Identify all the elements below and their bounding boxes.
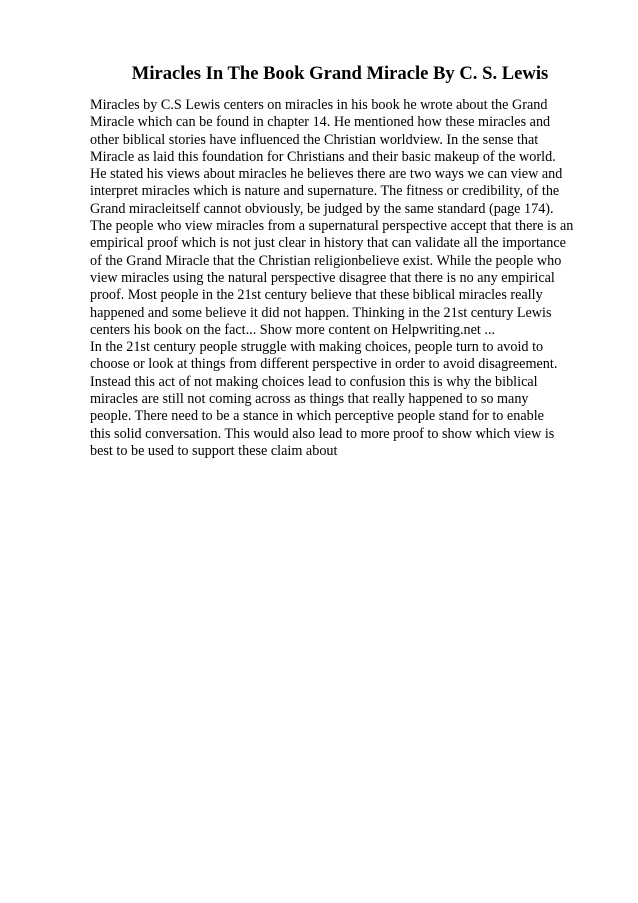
- text-line: Miracles by C.S Lewis centers on miracles in his book he wrote about the Grand: [90, 97, 548, 113]
- text-line: Miracle which can be found in chapter 14. He mentioned how these miracles and: [90, 114, 551, 131]
- paragraph-2: [90, 339, 610, 460]
- text-line: proof. Most people in the 21st century believe that these biblical miracles really: [90, 287, 543, 304]
- text-line: empirical proof which is not just clear in history that can validate all the importance: [90, 235, 566, 252]
- text-line: best to be used to support these claim about: [90, 442, 338, 459]
- document-body: [90, 97, 610, 460]
- text-line: interpret miracles which is nature and supernature. The fitness or credibility, of the: [90, 183, 560, 200]
- text-line: of the Grand Miracle that the Christian religionbelieve exist. While the people who: [90, 252, 562, 269]
- text-line: The people who view miracles from a supernatural perspective accept that there is an: [90, 218, 574, 235]
- text-line: Grand miracleitself cannot obviously, be judged by the same standard (page 174).: [90, 200, 554, 217]
- text-line: centers his book on the fact... Show more content on Helpwriting.net ...: [90, 321, 496, 338]
- document-title: Miracles In The Book Grand Miracle By C. S. Lewis: [131, 63, 549, 84]
- text-line: happened and some believe it did not happen. Thinking in the 21st century Lewis: [90, 304, 552, 321]
- text-line: miracles are still not coming across as things that really happened to so many: [90, 391, 529, 408]
- text-line: this solid conversation. This would also lead to more proof to show which view is: [90, 425, 555, 442]
- text-line: He stated his views about miracles he believes there are two ways we can view and: [90, 166, 563, 183]
- text-line: choose or look at things from different perspective in order to avoid disagreement.: [90, 356, 558, 373]
- text-line: other biblical stories have influenced the Christian worldview. In the sense that: [90, 131, 539, 148]
- text-line: Miracle as laid this foundation for Christians and their basic makeup of the world.: [90, 148, 556, 165]
- text-line: Instead this act of not making choices lead to confusion this is why the biblical: [90, 373, 538, 390]
- text-line: view miracles using the natural perspective disagree that there is no any empirical: [90, 269, 555, 286]
- paragraph-1: [90, 97, 610, 339]
- text-line: In the 21st century people struggle with making choices, people turn to avoid to: [90, 339, 544, 356]
- text-line: people. There need to be a stance in which perceptive people stand for to enable: [90, 408, 544, 425]
